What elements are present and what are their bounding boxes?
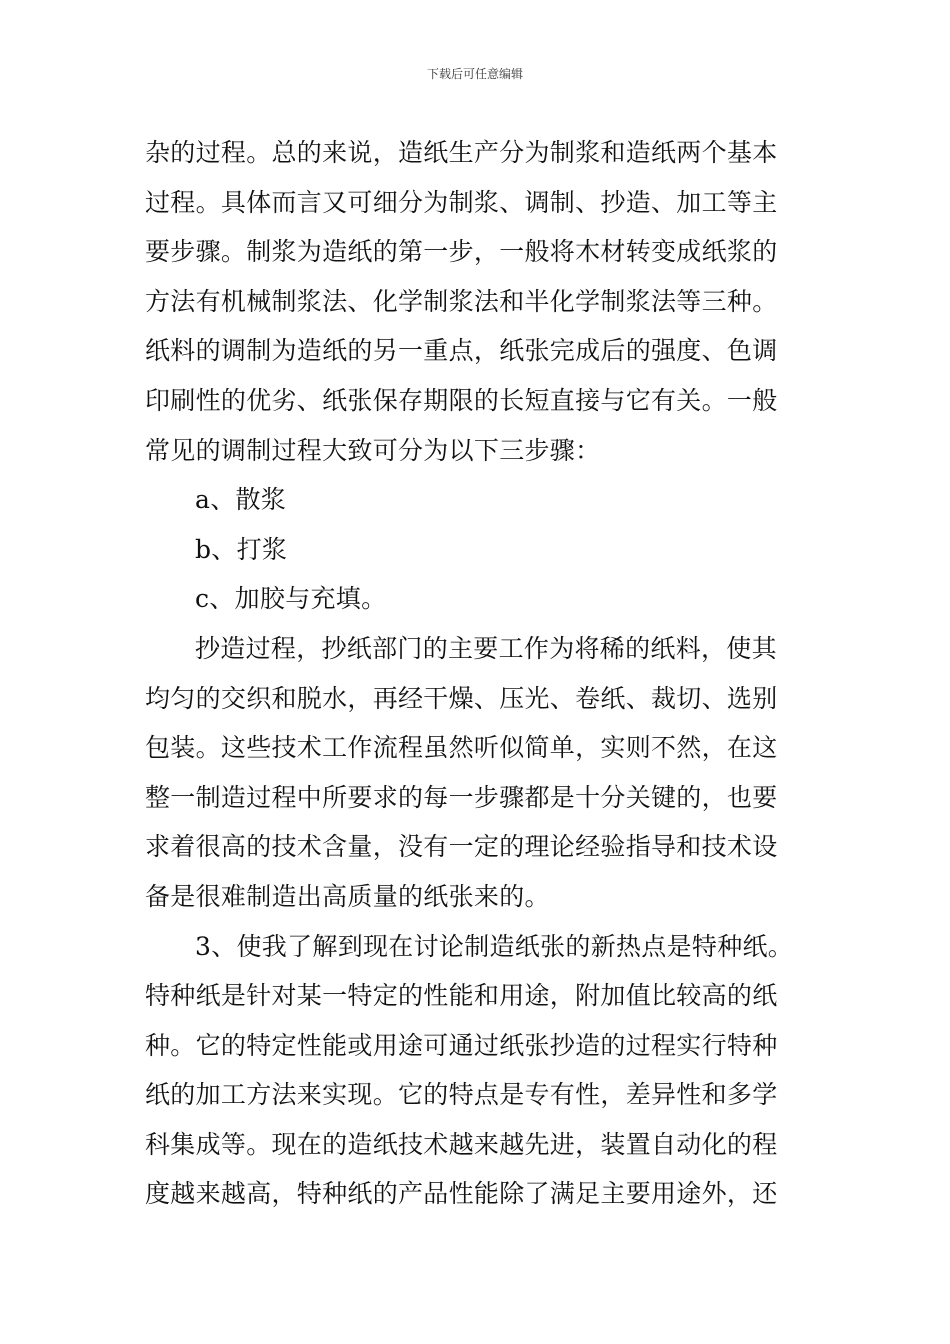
text-line: 杂的过程。总的来说，造纸生产分为制浆和造纸两个基本 [145,138,778,167]
text-line: 均匀的交织和脱水，再经干燥、压光、卷纸、裁切、选别 [145,683,778,713]
list-item-b: b、打浆 [195,534,288,564]
text-line: 纸料的调制为造纸的另一重点，纸张完成后的强度、色调 [145,336,778,366]
document-body [145,128,810,1219]
text-line: 印刷性的优劣、纸张保存期限的长短直接与它有关。一般 [145,385,778,415]
text-line: 备是很难制造出高质量的纸张来的。 [145,881,550,911]
text-line: 常见的调制过程大致可分为以下三步骤： [145,435,601,465]
paragraph-start: 3、使我了解到现在讨论制造纸张的新热点是特种纸。 [195,931,794,961]
paragraph-start: 抄造过程，抄纸部门的主要工作为将稀的纸料，使其 [195,633,777,663]
text-line: 求着很高的技术含量，没有一定的理论经验指导和技术设 [145,832,778,862]
text-line: 特种纸是针对某一特定的性能和用途，附加值比较高的纸 [145,981,778,1011]
text-line: 种。它的特定性能或用途可通过纸张抄造的过程实行特种 [145,1030,778,1060]
text-line: 过程。具体而言又可细分为制浆、调制、抄造、加工等主 [145,187,778,217]
text-line: 包装。这些技术工作流程虽然听似简单，实则不然，在这 [145,733,778,763]
list-item-c: c、加胶与充填。 [195,584,387,614]
text-line: 度越来越高，特种纸的产品性能除了满足主要用途外，还 [145,1179,778,1209]
text-line: 整一制造过程中所要求的每一步骤都是十分关键的，也要 [145,782,778,812]
text-line: 方法有机械制浆法、化学制浆法和半化学制浆法等三种。 [145,286,778,316]
page-header-note: 下载后可任意编辑 [426,67,523,81]
text-line: 纸的加工方法来实现。它的特点是专有性，差异性和多学 [145,1080,778,1110]
text-line: 科集成等。现在的造纸技术越来越先进，装置自动化的程 [145,1129,778,1159]
text-line: 要步骤。制浆为造纸的第一步，一般将木材转变成纸浆的 [145,237,778,267]
list-item-a: a、散浆 [195,485,287,515]
